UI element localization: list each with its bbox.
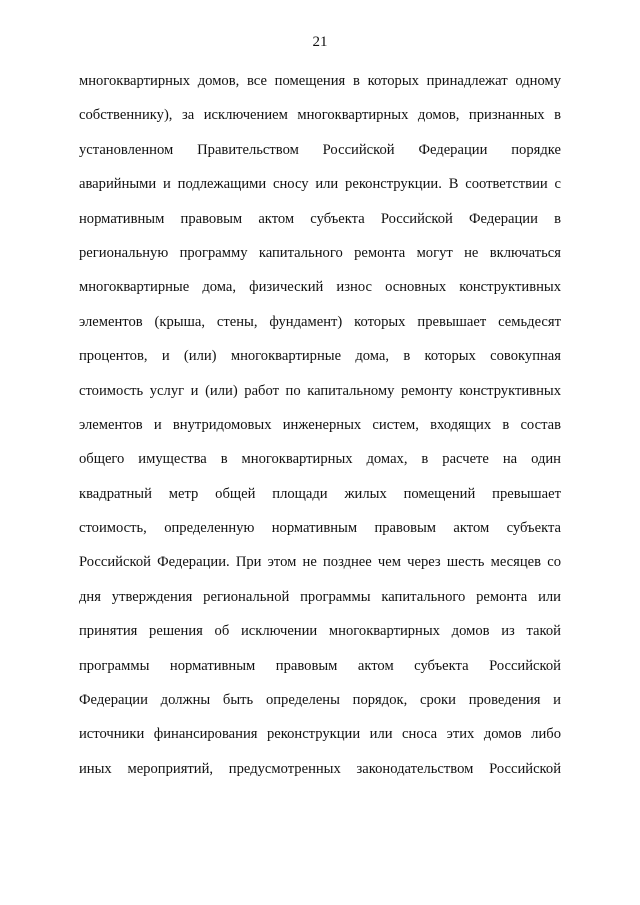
text-line: региональную программу капитального ремонта могут не включаться bbox=[79, 244, 561, 261]
text-line: дня утверждения региональной программы капитального ремонта или bbox=[79, 588, 561, 605]
text-line: собственнику), за исключением многоквартирных домов, признанных в bbox=[79, 107, 561, 124]
text-line: элементов и внутридомовых инженерных систем, входящих в состав bbox=[79, 416, 561, 433]
page-number: 21 bbox=[312, 34, 328, 50]
text-line: Федерации должны быть определены порядок, сроки проведения и bbox=[79, 692, 561, 709]
text-line: установленном Правительством Российской Федерации порядке bbox=[79, 141, 561, 158]
text-line: многоквартирных домов, все помещения в которых принадлежат одному bbox=[79, 73, 561, 89]
text-line: иных мероприятий, предусмотренных законодательством Российской bbox=[79, 760, 561, 777]
text-line: стоимость, определенную нормативным правовым актом субъекта bbox=[79, 520, 561, 537]
body-text bbox=[79, 70, 561, 792]
text-line: общего имущества в многоквартирных домах, в расчете на один bbox=[79, 451, 561, 468]
text-line: квадратный метр общей площади жилых помещений превышает bbox=[79, 485, 561, 502]
text-line: Российской Федерации. При этом не позднее чем через шесть месяцев со bbox=[79, 554, 561, 571]
text-line: принятия решения об исключении многоквартирных домов из такой bbox=[79, 623, 561, 640]
text-line: процентов, и (или) многоквартирные дома, в которых совокупная bbox=[79, 348, 561, 365]
text-line: программы нормативным правовым актом субъекта Российской bbox=[79, 657, 561, 674]
text-line: аварийными и подлежащими сносу или реконструкции. В соответствии с bbox=[79, 176, 561, 193]
text-line: элементов (крыша, стены, фундамент) которых превышает семьдесят bbox=[79, 313, 561, 330]
text-line: многоквартирные дома, физический износ основных конструктивных bbox=[79, 279, 561, 296]
text-line: источники финансирования реконструкции или сноса этих домов либо bbox=[79, 726, 561, 743]
text-line: стоимость услуг и (или) работ по капитальному ремонту конструктивных bbox=[79, 382, 561, 399]
text-line: нормативным правовым актом субъекта Российской Федерации в bbox=[79, 210, 561, 227]
